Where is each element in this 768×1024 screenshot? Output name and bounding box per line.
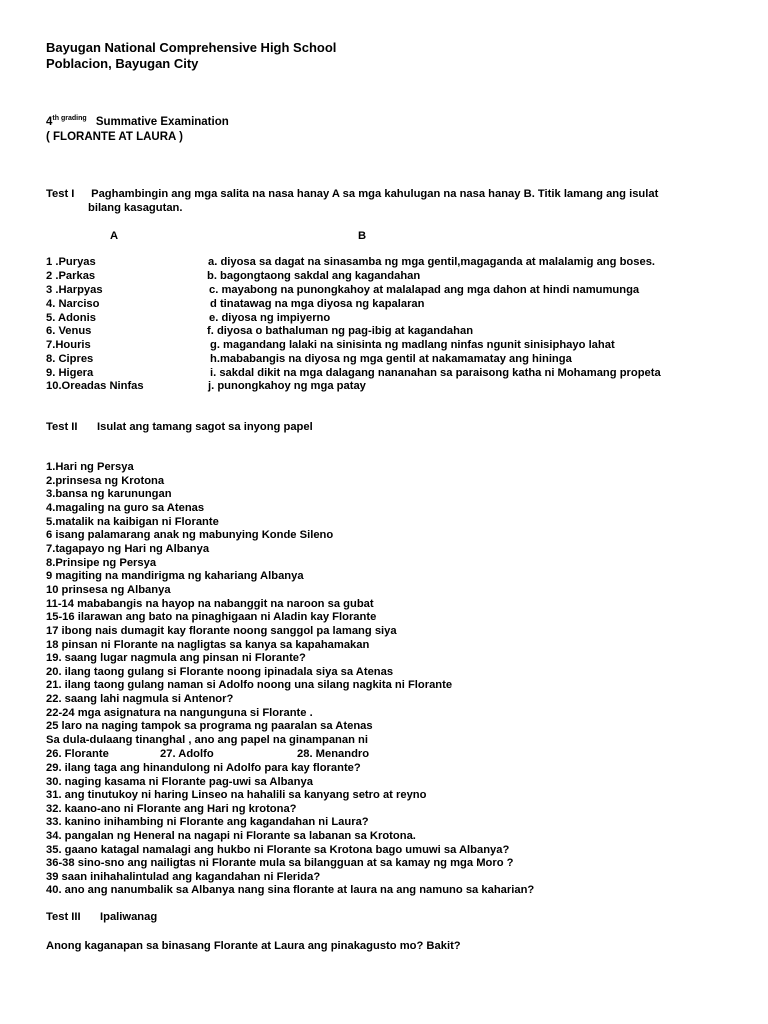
question-item: 33. kanino inihambing ni Florante ang kagandahan ni Laura? bbox=[46, 816, 369, 829]
column-a-item: 2 .Parkas bbox=[46, 270, 96, 282]
column-b-item: d tinatawag na mga diyosa ng kapalaran bbox=[210, 298, 425, 310]
question-item: 17 ibong nais dumagit kay florante noong sanggol pa lamang siya bbox=[46, 624, 397, 637]
question-item: 2.prinsesa ng Krotona bbox=[46, 474, 165, 487]
column-a-item: 4. Narciso bbox=[46, 298, 100, 310]
test2-instruction: Isulat ang tamang sagot sa inyong papel bbox=[97, 421, 313, 433]
column-b-item: a. diyosa sa dagat na sinasamba ng mga gentil,magaganda at malalamig ang boses. bbox=[208, 256, 656, 268]
question-item: 22-24 mga asignatura na nangunguna si Florante . bbox=[46, 706, 313, 719]
column-b-item: c. mayabong na punongkahoy at malalapad ang mga dahon at hindi namumunga bbox=[209, 284, 640, 296]
question-item: 1.Hari ng Persya bbox=[46, 461, 134, 473]
question-item: 3.bansa ng karunungan bbox=[46, 488, 172, 501]
test1-heading bbox=[46, 188, 726, 214]
exam-title bbox=[46, 115, 229, 128]
question-item: 22. saang lahi nagmula si Antenor? bbox=[46, 693, 234, 705]
test3-question: Anong kaganapan sa binasang Florante at Laura ang pinakagusto mo? Bakit? bbox=[46, 940, 461, 952]
question-item: 19. saang lugar nagmula ang pinsan ni Florante? bbox=[46, 652, 306, 665]
column-a-item: 10.Oreadas Ninfas bbox=[46, 380, 144, 392]
role-choice-florante: 26. Florante bbox=[46, 748, 109, 760]
grading-number: 4 bbox=[46, 116, 53, 128]
question-item: 25 laro na naging tampok sa programa ng paaralan sa Atenas bbox=[46, 720, 373, 733]
role-choice-adolfo: 27. Adolfo bbox=[160, 748, 214, 760]
column-b-item: g. magandang lalaki na sinisinta ng madlang ninfas ngunit sinisiphayo lahat bbox=[210, 339, 615, 351]
role-choice-menandro: 28. Menandro bbox=[297, 748, 370, 760]
column-a-item: 7.Houris bbox=[46, 339, 91, 351]
exam-subtitle: ( FLORANTE AT LAURA ) bbox=[46, 131, 183, 143]
column-b-item: j. punongkahoy ng mga patay bbox=[208, 380, 366, 392]
school-name: Bayugan National Comprehensive High School bbox=[46, 40, 337, 55]
question-item: 21. ilang taong gulang naman si Adolfo noong una silang nagkita ni Florante bbox=[46, 679, 453, 692]
column-b-item: h.mababangis na diyosa ng mga gentil at nakamamatay ang hininga bbox=[210, 353, 572, 365]
question-item: 40. ano ang nanumbalik sa Albanya nang sina florante at laura na ang namuno sa kaharian? bbox=[46, 884, 535, 897]
test1-instruction-line1: Paghambingin ang mga salita na nasa hanay A sa mga kahulugan na nasa hanay B. Titik lamang ang isulat bbox=[91, 188, 659, 200]
column-b-item: e. diyosa ng impiyerno bbox=[209, 312, 331, 324]
column-b-item: f. diyosa o bathaluman ng pag-ibig at kagandahan bbox=[207, 325, 474, 337]
question-item: 4.magaling na guro sa Atenas bbox=[46, 501, 205, 514]
column-a-item: 3 .Harpyas bbox=[46, 284, 103, 296]
question-item: 30. naging kasama ni Florante pag-uwi sa Albanya bbox=[46, 775, 313, 788]
column-b-header: B bbox=[358, 230, 367, 242]
question-item: 36-38 sino-sno ang nailigtas ni Florante mula sa bilangguan at sa kamay ng mga Moro ? bbox=[46, 857, 514, 870]
question-item: 29. ilang taga ang hinandulong ni Adolfo para kay florante? bbox=[46, 762, 361, 774]
question-item: 11-14 mababangis na hayop na nabanggit na naroon sa gubat bbox=[46, 597, 374, 610]
column-a-item: 5. Adonis bbox=[46, 312, 96, 324]
test3-instruction: Ipaliwanag bbox=[100, 911, 158, 923]
column-a-item: 9. Higera bbox=[46, 367, 94, 379]
question-item: 20. ilang taong gulang si Florante noong ipinadala siya sa Atenas bbox=[46, 665, 394, 678]
grading-superscript: th grading bbox=[52, 115, 87, 122]
question-item: 39 saan inihahalintulad ang kagandahan ni Flerida? bbox=[46, 870, 321, 883]
test1-instruction-line2: bilang kasagutan. bbox=[88, 202, 183, 214]
test1-label: Test I bbox=[46, 188, 75, 200]
question-item: 18 pinsan ni Florante na nagligtas sa kanya sa kapahamakan bbox=[46, 638, 370, 651]
school-location: Poblacion, Bayugan City bbox=[46, 56, 199, 71]
column-a-item: 6. Venus bbox=[46, 325, 92, 337]
test2-label: Test II bbox=[46, 421, 78, 433]
question-item: 32. kaano-ano ni Florante ang Hari ng krotona? bbox=[46, 802, 297, 815]
question-item: Sa dula-dulaang tinanghal , ano ang papel na ginampanan ni bbox=[46, 734, 368, 746]
question-item: 35. gaano katagal namalagi ang hukbo ni Florante sa Krotona bago umuwi sa Albanya? bbox=[46, 843, 510, 856]
column-a-item: 8. Cipres bbox=[46, 353, 94, 365]
question-item: 5.matalik na kaibigan ni Florante bbox=[46, 515, 219, 528]
column-b-item: i. sakdal dikit na mga dalagang nananahan sa paraisong katha ni Mohamang propeta bbox=[210, 367, 661, 379]
question-item: 34. pangalan ng Heneral na nagapi ni Florante sa labanan sa Krotona. bbox=[46, 830, 416, 842]
test3-label: Test III bbox=[46, 911, 81, 923]
question-item: 8.Prinsipe ng Persya bbox=[46, 556, 157, 569]
column-a-item: 1 .Puryas bbox=[46, 256, 96, 268]
question-item: 9 magiting na mandirigma ng kahariang Albanya bbox=[46, 570, 304, 583]
question-item: 10 prinsesa ng Albanya bbox=[46, 583, 171, 596]
question-item: 6 isang palamarang anak ng mabunying Konde Sileno bbox=[46, 529, 334, 542]
exam-title-text: Summative Examination bbox=[95, 116, 229, 128]
column-a-header: A bbox=[110, 230, 119, 242]
question-item: 15-16 ilarawan ang bato na pinaghigaan ni Aladin kay Florante bbox=[46, 611, 377, 624]
question-item: 7.tagapayo ng Hari ng Albanya bbox=[46, 542, 210, 555]
question-item: 31. ang tinutukoy ni haring Linseo na hahalili sa kanyang setro at reyno bbox=[46, 789, 427, 802]
column-b-item: b. bagongtaong sakdal ang kagandahan bbox=[207, 270, 421, 282]
